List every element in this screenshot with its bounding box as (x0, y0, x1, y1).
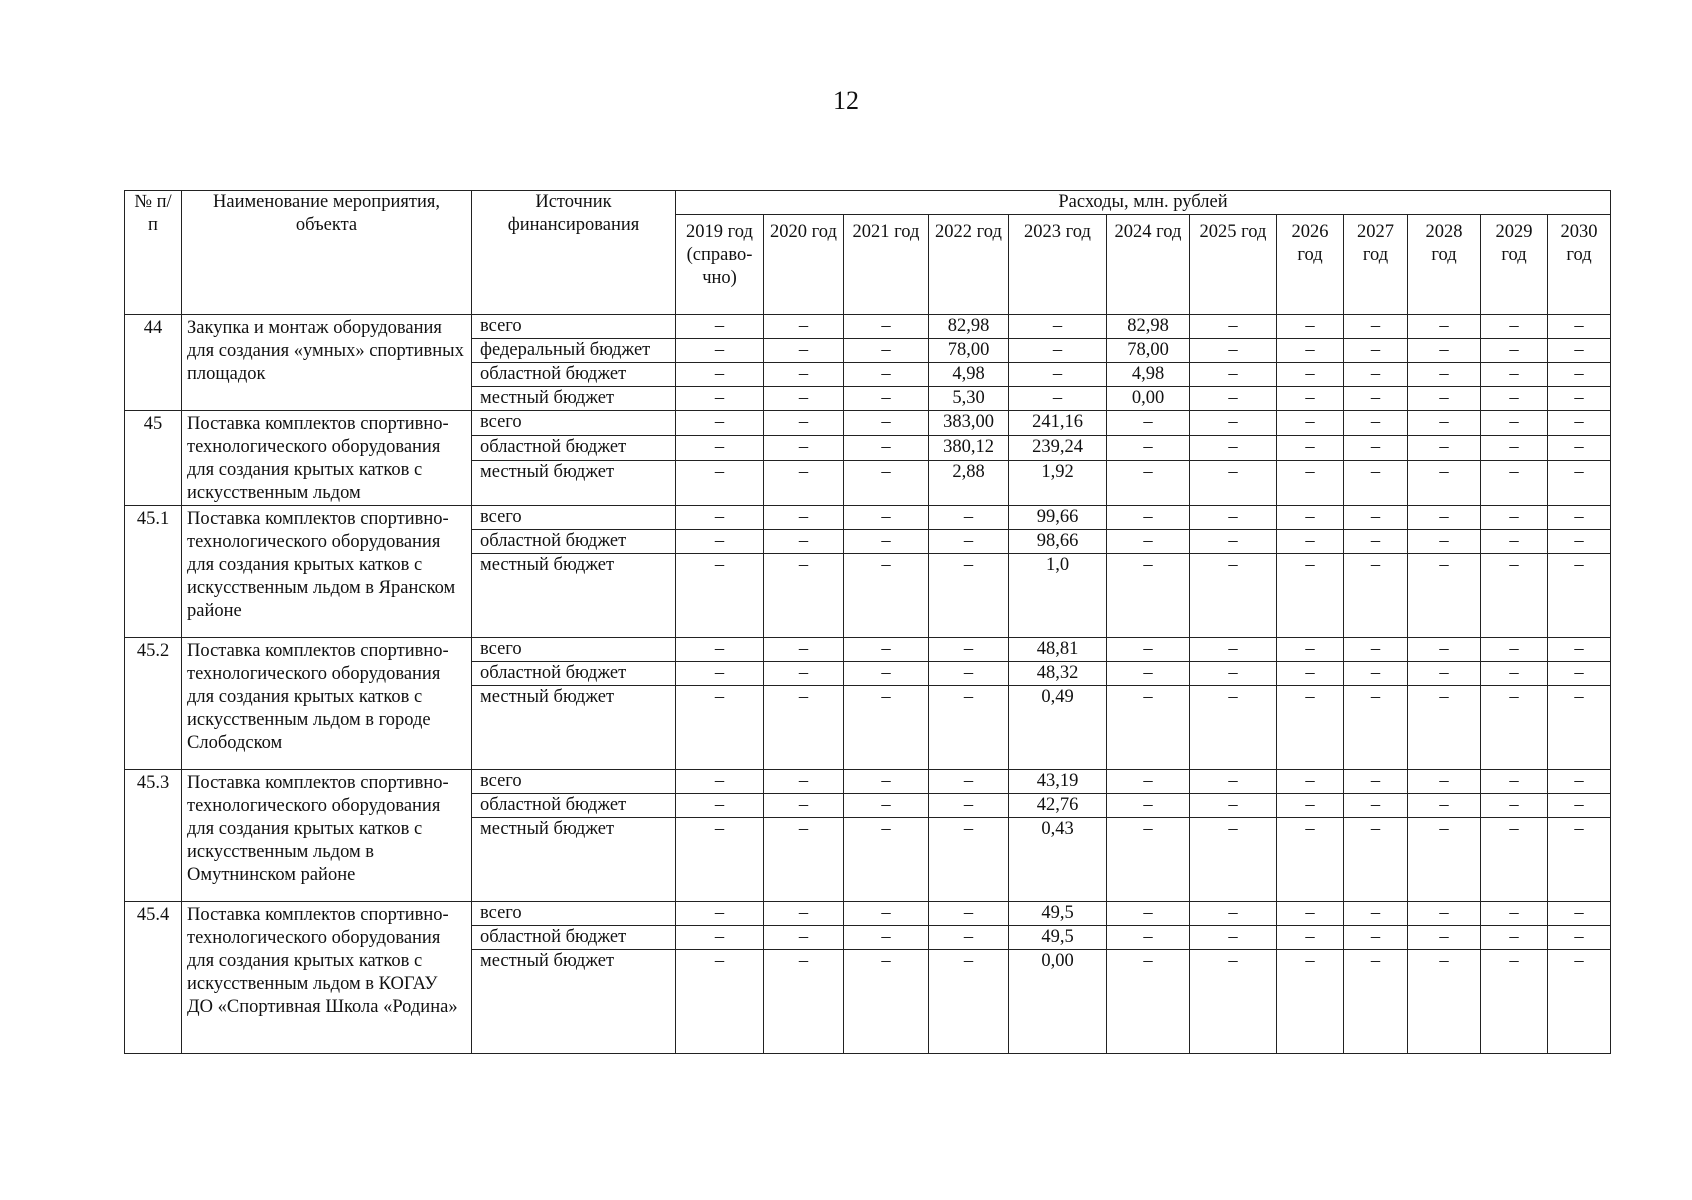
value-cell: – (1190, 530, 1277, 554)
value-cell: 78,00 (929, 339, 1009, 363)
value-cell: – (1190, 435, 1277, 460)
value-cell: – (1481, 902, 1548, 926)
table-row (125, 902, 1611, 926)
value-cell: – (929, 902, 1009, 926)
item-name: Поставка комплектов спортивно-технологического оборудования для создания крытых катков с искусственным льдом в Омутнинском районе (182, 770, 472, 902)
header-year: 2020 год (764, 215, 844, 315)
value-cell: – (844, 902, 929, 926)
value-cell: – (1548, 638, 1611, 662)
value-cell: – (929, 950, 1009, 1054)
value-cell: 380,12 (929, 435, 1009, 460)
funding-source: областной бюджет (472, 926, 676, 950)
value-cell: – (1408, 506, 1481, 530)
value-cell: – (676, 818, 764, 902)
value-cell: 0,00 (1009, 950, 1107, 1054)
value-cell: – (1344, 686, 1408, 770)
value-cell: – (844, 411, 929, 436)
value-cell: – (1481, 411, 1548, 436)
value-cell: – (1408, 926, 1481, 950)
value-cell: – (676, 686, 764, 770)
value-cell: – (929, 818, 1009, 902)
value-cell: – (676, 770, 764, 794)
value-cell: – (844, 506, 929, 530)
value-cell: – (844, 460, 929, 505)
value-cell: – (1107, 902, 1190, 926)
value-cell: – (1277, 530, 1344, 554)
item-number: 45.3 (125, 770, 182, 902)
value-cell: – (676, 926, 764, 950)
value-cell: – (1548, 387, 1611, 411)
header-year: 2025 год (1190, 215, 1277, 315)
value-cell: – (1107, 818, 1190, 902)
item-name: Поставка комплектов спортивно-технологического оборудования для создания крытых катков с искусственным льдом в Яранском районе (182, 506, 472, 638)
value-cell: – (1277, 460, 1344, 505)
item-number: 44 (125, 315, 182, 411)
value-cell: – (1548, 770, 1611, 794)
value-cell: – (764, 926, 844, 950)
funding-source: местный бюджет (472, 460, 676, 505)
value-cell: – (1408, 818, 1481, 902)
value-cell: – (676, 315, 764, 339)
header-year: 2019 год (справо-чно) (676, 215, 764, 315)
value-cell: – (844, 818, 929, 902)
value-cell: – (929, 638, 1009, 662)
value-cell: – (676, 554, 764, 638)
value-cell: – (1344, 950, 1408, 1054)
value-cell: – (1548, 315, 1611, 339)
value-cell: – (844, 387, 929, 411)
funding-source: областной бюджет (472, 363, 676, 387)
value-cell: – (764, 554, 844, 638)
value-cell: – (764, 460, 844, 505)
value-cell: – (1408, 339, 1481, 363)
value-cell: 1,92 (1009, 460, 1107, 505)
value-cell: – (1408, 363, 1481, 387)
value-cell: 0,00 (1107, 387, 1190, 411)
value-cell: – (676, 363, 764, 387)
value-cell: – (764, 638, 844, 662)
header-source: Источник финансирования (472, 191, 676, 315)
value-cell: – (844, 554, 929, 638)
value-cell: 48,81 (1009, 638, 1107, 662)
value-cell: – (1548, 435, 1611, 460)
value-cell: – (1277, 506, 1344, 530)
value-cell: 4,98 (929, 363, 1009, 387)
value-cell: – (1408, 315, 1481, 339)
value-cell: – (1190, 554, 1277, 638)
value-cell: – (929, 530, 1009, 554)
value-cell: – (1408, 435, 1481, 460)
value-cell: – (929, 926, 1009, 950)
funding-source: областной бюджет (472, 435, 676, 460)
value-cell: – (764, 411, 844, 436)
value-cell: – (676, 460, 764, 505)
value-cell: – (1481, 686, 1548, 770)
value-cell: – (1408, 460, 1481, 505)
value-cell: – (1107, 506, 1190, 530)
value-cell: – (676, 638, 764, 662)
value-cell: – (764, 315, 844, 339)
value-cell: – (929, 770, 1009, 794)
value-cell: – (1277, 339, 1344, 363)
value-cell: – (1481, 554, 1548, 638)
value-cell: – (764, 794, 844, 818)
value-cell: – (1481, 435, 1548, 460)
value-cell: – (1190, 506, 1277, 530)
value-cell: – (1344, 794, 1408, 818)
value-cell: – (1107, 950, 1190, 1054)
value-cell: – (1344, 554, 1408, 638)
funding-source: местный бюджет (472, 818, 676, 902)
value-cell: – (1481, 950, 1548, 1054)
value-cell: – (1344, 902, 1408, 926)
value-cell: – (1009, 339, 1107, 363)
value-cell: – (1408, 387, 1481, 411)
table-row (125, 638, 1611, 662)
value-cell: – (764, 902, 844, 926)
value-cell: – (1548, 902, 1611, 926)
value-cell: – (1481, 506, 1548, 530)
value-cell: – (1277, 926, 1344, 950)
value-cell: – (1107, 530, 1190, 554)
value-cell: – (1548, 411, 1611, 436)
header-expenses: Расходы, млн. рублей (676, 191, 1611, 215)
value-cell: – (844, 638, 929, 662)
value-cell: – (844, 686, 929, 770)
value-cell: – (1481, 662, 1548, 686)
value-cell: – (764, 530, 844, 554)
value-cell: – (1548, 686, 1611, 770)
value-cell: – (1344, 506, 1408, 530)
item-number: 45.1 (125, 506, 182, 638)
value-cell: – (1107, 411, 1190, 436)
value-cell: – (764, 363, 844, 387)
item-name: Поставка комплектов спортивно-технологического оборудования для создания крытых катков с искусственным льдом в КОГАУ ДО «Спортивная Школа «Родина» (182, 902, 472, 1054)
funding-source: всего (472, 638, 676, 662)
value-cell: – (1009, 315, 1107, 339)
value-cell: – (1107, 460, 1190, 505)
value-cell: 4,98 (1107, 363, 1190, 387)
value-cell: – (1344, 387, 1408, 411)
header-year: 2029 год (1481, 215, 1548, 315)
value-cell: – (676, 387, 764, 411)
value-cell: – (1481, 926, 1548, 950)
value-cell: 42,76 (1009, 794, 1107, 818)
table-row (125, 411, 1611, 436)
value-cell: – (1190, 662, 1277, 686)
funding-source: всего (472, 902, 676, 926)
value-cell: – (1190, 339, 1277, 363)
table-row (125, 315, 1611, 339)
value-cell: – (1190, 638, 1277, 662)
value-cell: – (929, 506, 1009, 530)
value-cell: – (1344, 530, 1408, 554)
value-cell: – (844, 662, 929, 686)
value-cell: – (1548, 818, 1611, 902)
funding-source: местный бюджет (472, 686, 676, 770)
value-cell: – (1190, 363, 1277, 387)
header-year: 2023 год (1009, 215, 1107, 315)
funding-source: всего (472, 506, 676, 530)
value-cell: 98,66 (1009, 530, 1107, 554)
value-cell: 43,19 (1009, 770, 1107, 794)
value-cell: – (1277, 554, 1344, 638)
value-cell: – (1344, 363, 1408, 387)
value-cell: – (1190, 770, 1277, 794)
value-cell: – (844, 950, 929, 1054)
item-name: Поставка комплектов спортивно-технологического оборудования для создания крытых катков с искусственным льдом (182, 411, 472, 506)
value-cell: – (1481, 339, 1548, 363)
value-cell: – (1548, 926, 1611, 950)
value-cell: – (676, 902, 764, 926)
value-cell: – (1548, 662, 1611, 686)
value-cell: – (844, 315, 929, 339)
item-number: 45.4 (125, 902, 182, 1054)
value-cell: – (1277, 950, 1344, 1054)
value-cell: 49,5 (1009, 926, 1107, 950)
value-cell: – (764, 506, 844, 530)
value-cell: 239,24 (1009, 435, 1107, 460)
header-year: 2024 год (1107, 215, 1190, 315)
value-cell: – (1408, 530, 1481, 554)
value-cell: – (1009, 387, 1107, 411)
value-cell: 48,32 (1009, 662, 1107, 686)
value-cell: – (676, 411, 764, 436)
header-year: 2026 год (1277, 215, 1344, 315)
value-cell: 82,98 (929, 315, 1009, 339)
value-cell: – (1481, 363, 1548, 387)
value-cell: – (1190, 315, 1277, 339)
value-cell: – (1190, 411, 1277, 436)
item-name: Поставка комплектов спортивно-технологического оборудования для создания крытых катков с искусственным льдом в городе Слободском (182, 638, 472, 770)
page-number: 12 (833, 86, 859, 115)
value-cell: – (1107, 794, 1190, 818)
value-cell: – (844, 794, 929, 818)
value-cell: – (1190, 950, 1277, 1054)
value-cell: – (1277, 411, 1344, 436)
value-cell: – (1408, 638, 1481, 662)
value-cell: – (1344, 460, 1408, 505)
value-cell: – (1277, 387, 1344, 411)
value-cell: – (1408, 902, 1481, 926)
value-cell: – (676, 662, 764, 686)
value-cell: – (1344, 926, 1408, 950)
value-cell: – (844, 339, 929, 363)
value-cell: – (844, 770, 929, 794)
value-cell: – (1277, 363, 1344, 387)
value-cell: – (1548, 506, 1611, 530)
funding-source: местный бюджет (472, 950, 676, 1054)
table-row (125, 770, 1611, 794)
value-cell: – (1190, 818, 1277, 902)
value-cell: – (1481, 818, 1548, 902)
value-cell: – (676, 339, 764, 363)
value-cell: – (1277, 902, 1344, 926)
value-cell: – (764, 339, 844, 363)
value-cell: – (764, 662, 844, 686)
value-cell: – (1190, 926, 1277, 950)
funding-source: местный бюджет (472, 387, 676, 411)
header-year: 2028 год (1408, 215, 1481, 315)
item-number: 45 (125, 411, 182, 506)
value-cell: – (1344, 638, 1408, 662)
value-cell: – (676, 794, 764, 818)
value-cell: – (1548, 794, 1611, 818)
value-cell: – (1277, 818, 1344, 902)
value-cell: – (676, 435, 764, 460)
value-cell: – (764, 387, 844, 411)
item-name: Закупка и монтаж оборудования для создания «умных» спортивных площадок (182, 315, 472, 411)
table-row (125, 506, 1611, 530)
value-cell: – (1481, 770, 1548, 794)
value-cell: – (1548, 363, 1611, 387)
value-cell: – (676, 506, 764, 530)
value-cell: – (1190, 460, 1277, 505)
value-cell: – (1190, 387, 1277, 411)
value-cell: 0,49 (1009, 686, 1107, 770)
value-cell: – (1548, 460, 1611, 505)
value-cell: – (1408, 554, 1481, 638)
value-cell: – (1408, 794, 1481, 818)
value-cell: – (1344, 435, 1408, 460)
value-cell: – (1107, 435, 1190, 460)
value-cell: – (1481, 794, 1548, 818)
expenses-table (124, 190, 1611, 1054)
value-cell: – (1107, 926, 1190, 950)
header-num: № п/п (125, 191, 182, 315)
value-cell: – (1107, 554, 1190, 638)
value-cell: 78,00 (1107, 339, 1190, 363)
value-cell: – (1277, 638, 1344, 662)
value-cell: – (1107, 638, 1190, 662)
value-cell: – (1344, 662, 1408, 686)
header-year: 2030 год (1548, 215, 1611, 315)
value-cell: – (929, 794, 1009, 818)
value-cell: 383,00 (929, 411, 1009, 436)
value-cell: – (1344, 411, 1408, 436)
value-cell: – (1344, 339, 1408, 363)
funding-source: областной бюджет (472, 530, 676, 554)
value-cell: 49,5 (1009, 902, 1107, 926)
value-cell: – (1548, 339, 1611, 363)
header-year: 2022 год (929, 215, 1009, 315)
value-cell: 0,43 (1009, 818, 1107, 902)
header-name: Наименование мероприятия, объекта (182, 191, 472, 315)
funding-source: областной бюджет (472, 662, 676, 686)
funding-source: федеральный бюджет (472, 339, 676, 363)
value-cell: – (676, 950, 764, 1054)
value-cell: – (1344, 315, 1408, 339)
value-cell: – (1190, 686, 1277, 770)
value-cell: 99,66 (1009, 506, 1107, 530)
value-cell: – (764, 686, 844, 770)
value-cell: – (1190, 902, 1277, 926)
value-cell: – (1344, 770, 1408, 794)
value-cell: – (1277, 686, 1344, 770)
value-cell: – (764, 950, 844, 1054)
value-cell: – (1344, 818, 1408, 902)
value-cell: – (1408, 662, 1481, 686)
value-cell: – (1277, 435, 1344, 460)
value-cell: – (1548, 554, 1611, 638)
value-cell: – (844, 926, 929, 950)
value-cell: – (844, 435, 929, 460)
value-cell: – (929, 662, 1009, 686)
value-cell: – (1277, 770, 1344, 794)
value-cell: 5,30 (929, 387, 1009, 411)
value-cell: – (1481, 638, 1548, 662)
value-cell: 2,88 (929, 460, 1009, 505)
item-number: 45.2 (125, 638, 182, 770)
value-cell: – (1481, 460, 1548, 505)
value-cell: 1,0 (1009, 554, 1107, 638)
value-cell: – (1481, 530, 1548, 554)
value-cell: – (1548, 950, 1611, 1054)
value-cell: – (764, 770, 844, 794)
value-cell: – (1107, 662, 1190, 686)
value-cell: – (1009, 363, 1107, 387)
funding-source: всего (472, 411, 676, 436)
value-cell: – (676, 530, 764, 554)
value-cell: 241,16 (1009, 411, 1107, 436)
value-cell: – (1107, 770, 1190, 794)
value-cell: – (1408, 950, 1481, 1054)
value-cell: – (1481, 315, 1548, 339)
value-cell: – (929, 554, 1009, 638)
value-cell: – (764, 818, 844, 902)
value-cell: – (1107, 686, 1190, 770)
header-year: 2027 год (1344, 215, 1408, 315)
value-cell: – (1190, 794, 1277, 818)
value-cell: – (1481, 387, 1548, 411)
value-cell: – (1548, 530, 1611, 554)
header-year: 2021 год (844, 215, 929, 315)
value-cell: – (1277, 662, 1344, 686)
value-cell: – (844, 363, 929, 387)
value-cell: – (929, 686, 1009, 770)
funding-source: всего (472, 315, 676, 339)
funding-source: местный бюджет (472, 554, 676, 638)
value-cell: – (1408, 770, 1481, 794)
value-cell: – (1408, 686, 1481, 770)
value-cell: – (764, 435, 844, 460)
funding-source: областной бюджет (472, 794, 676, 818)
value-cell: – (1408, 411, 1481, 436)
value-cell: 82,98 (1107, 315, 1190, 339)
value-cell: – (1277, 315, 1344, 339)
funding-source: всего (472, 770, 676, 794)
value-cell: – (1277, 794, 1344, 818)
value-cell: – (844, 530, 929, 554)
